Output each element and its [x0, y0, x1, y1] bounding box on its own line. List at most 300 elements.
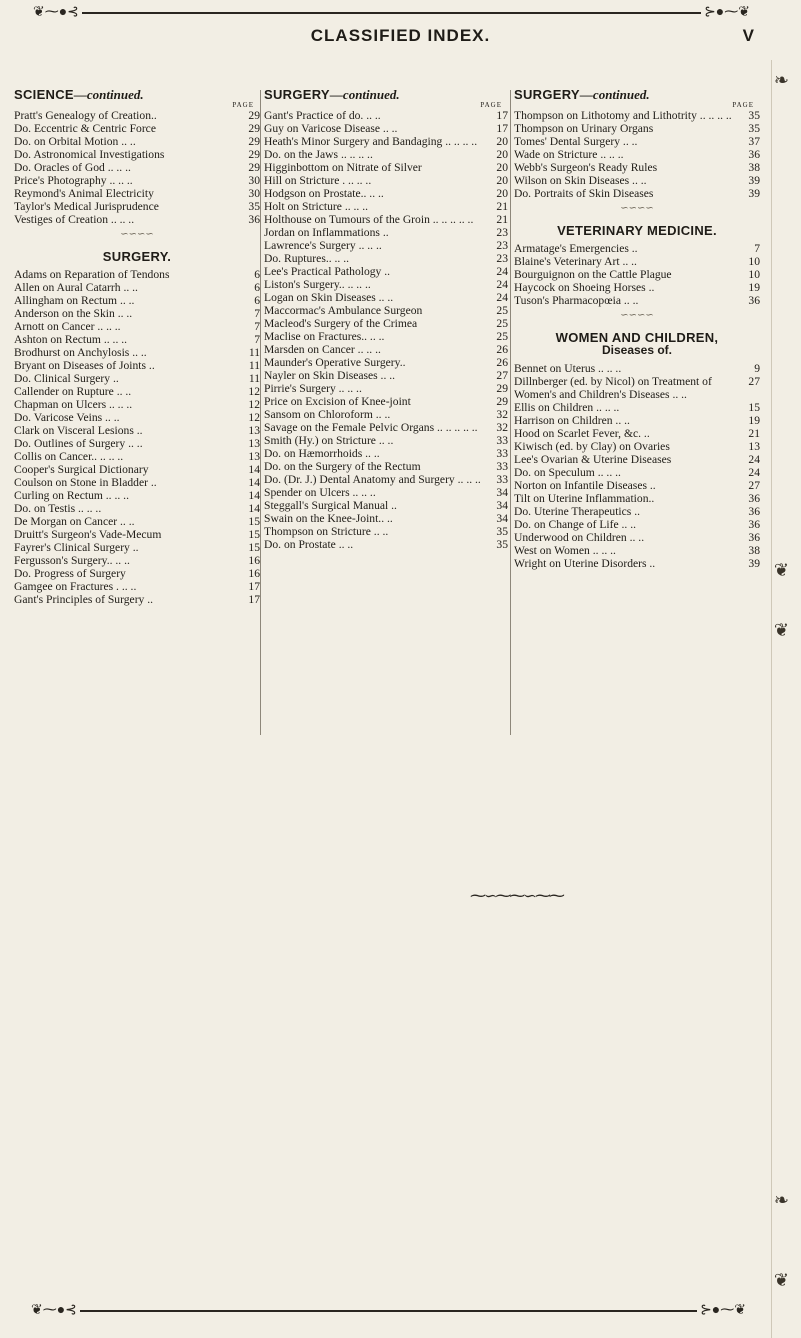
- entry-title: Bennet on Uterus .. .. ..: [514, 362, 622, 375]
- index-entry: [264, 252, 508, 265]
- index-entry: [14, 359, 260, 372]
- entry-title: Maunder's Operative Surgery..: [264, 356, 406, 369]
- page-column-label: PAGE: [232, 101, 254, 109]
- entry-title: Do. Portraits of Skin Diseases: [514, 187, 654, 200]
- index-entry: [264, 278, 508, 291]
- entry-page: 34: [496, 499, 508, 512]
- entry-page: 15: [248, 541, 260, 554]
- entry-page: 6: [254, 281, 260, 294]
- entry-page: 23: [496, 226, 508, 239]
- index-entry: [14, 320, 260, 333]
- entry-title: Heath's Minor Surgery and Bandaging .. .. .. ..: [264, 135, 478, 148]
- entry-title: Armatage's Emergencies ..: [514, 242, 638, 255]
- entry-page: 20: [496, 174, 508, 187]
- tailpiece-ornament-icon: ⁓∽⁓⁓∽⁓⁓: [470, 888, 563, 905]
- entry-page: 11: [248, 372, 260, 385]
- entry-page: 17: [496, 109, 508, 122]
- entry-title: Webb's Surgeon's Ready Rules: [514, 161, 658, 174]
- fleuron-ornament-icon: ❧: [773, 1190, 789, 1210]
- section-heading-text: SURGERY.: [102, 249, 172, 264]
- index-entry: [514, 427, 760, 440]
- section-heading-suffix: —continued.: [329, 87, 400, 102]
- entry-title: Taylor's Medical Jurisprudence: [14, 200, 159, 213]
- index-entry: [514, 479, 760, 492]
- entry-page: 24: [748, 453, 760, 466]
- index-entry: [264, 525, 508, 538]
- section-subheading: Diseases of.: [601, 343, 673, 357]
- entry-title: Cooper's Surgical Dictionary: [14, 463, 149, 476]
- entry-page: 17: [248, 593, 260, 606]
- entry-page: 33: [496, 447, 508, 460]
- entry-title: Underwood on Children .. ..: [514, 531, 645, 544]
- index-entry: [514, 518, 760, 531]
- entry-title: Hodgson on Prostate.. .. ..: [264, 187, 384, 200]
- index-entry: [514, 161, 760, 174]
- entry-page: 24: [748, 466, 760, 479]
- entry-page: 15: [748, 401, 760, 414]
- entry-title: Macleod's Surgery of the Crimea: [264, 317, 418, 330]
- entry-title: Lee's Ovarian & Uterine Diseases: [514, 453, 672, 466]
- index-entry: [14, 476, 260, 489]
- index-column-1: [14, 88, 260, 606]
- index-entry: [264, 538, 508, 551]
- index-entry: [264, 161, 508, 174]
- entry-page: 19: [748, 281, 760, 294]
- entry-page: 9: [754, 362, 760, 375]
- entry-title: Clark on Visceral Lesions ..: [14, 424, 143, 437]
- entry-page: 12: [248, 398, 260, 411]
- entry-page: 7: [754, 242, 760, 255]
- index-entry: [14, 122, 260, 135]
- entry-title: Maccormac's Ambulance Surgeon: [264, 304, 423, 317]
- entry-page: 25: [496, 330, 508, 343]
- index-entry: [514, 557, 760, 570]
- index-entry: [14, 346, 260, 359]
- entry-title: Do. on the Surgery of the Rectum: [264, 460, 421, 473]
- entry-title: Do. Ruptures.. .. ..: [264, 252, 350, 265]
- section-heading-suffix: —continued.: [73, 87, 144, 102]
- entry-title: De Morgan on Cancer .. ..: [14, 515, 135, 528]
- entry-title: Fergusson's Surgery.. .. ..: [14, 554, 130, 567]
- entry-title: Collis on Cancer.. .. .. ..: [14, 450, 124, 463]
- index-entry: [514, 174, 760, 187]
- entry-title: Blaine's Veterinary Art .. ..: [514, 255, 637, 268]
- entry-page: 29: [248, 148, 260, 161]
- entry-page: 7: [254, 320, 260, 333]
- entry-page: 19: [748, 414, 760, 427]
- entry-page: 21: [748, 427, 760, 440]
- entry-page: 20: [496, 161, 508, 174]
- entry-title: Curling on Rectum .. .. ..: [14, 489, 129, 502]
- entry-page: 23: [496, 252, 508, 265]
- index-entry: [264, 187, 508, 200]
- index-entry: [264, 148, 508, 161]
- page-column-label: PAGE: [480, 101, 502, 109]
- index-entry: [514, 255, 760, 268]
- entry-title: Guy on Varicose Disease .. ..: [264, 122, 398, 135]
- entry-title: Callender on Rupture .. ..: [14, 385, 132, 398]
- entry-title: Nayler on Skin Diseases .. ..: [264, 369, 396, 382]
- entry-title: Do. on Prostate .. ..: [264, 538, 354, 551]
- entry-page: 23: [496, 239, 508, 252]
- section-heading: [14, 250, 260, 263]
- index-entry: [14, 528, 260, 541]
- entry-title: Arnott on Cancer .. .. ..: [14, 320, 121, 333]
- entry-page: 24: [496, 291, 508, 304]
- entry-page: 6: [254, 294, 260, 307]
- entry-page: 13: [248, 450, 260, 463]
- entry-title: Do. Uterine Therapeutics ..: [514, 505, 640, 518]
- entry-page: 33: [496, 473, 508, 486]
- entry-title: Smith (Hy.) on Stricture .. ..: [264, 434, 394, 447]
- entry-title: Allingham on Rectum .. ..: [14, 294, 135, 307]
- entry-page: 33: [496, 460, 508, 473]
- index-entry: [514, 440, 760, 453]
- entry-page: 34: [496, 512, 508, 525]
- squiggle-divider-icon: ∽∽∽∽: [620, 310, 654, 321]
- index-entry: [14, 463, 260, 476]
- entry-page: 16: [248, 567, 260, 580]
- index-entry: [514, 414, 760, 427]
- entry-title: Wade on Stricture .. .. ..: [514, 148, 624, 161]
- index-entry: [264, 395, 508, 408]
- fleuron-ornament-icon: ⊱●⁓❦: [697, 1304, 749, 1318]
- entry-page: 29: [248, 161, 260, 174]
- section-heading: [514, 224, 760, 237]
- entry-page: 6: [254, 268, 260, 281]
- index-entry: [14, 541, 260, 554]
- page-title: CLASSIFIED INDEX.: [310, 26, 491, 45]
- entry-title: Savage on the Female Pelvic Organs .. .. .. .. ..: [264, 421, 478, 434]
- index-entry: [514, 362, 760, 375]
- index-entry: [14, 372, 260, 385]
- entry-page: 29: [248, 135, 260, 148]
- section-heading-text: SURGERY: [264, 87, 330, 102]
- fleuron-ornament-icon: ❦: [773, 560, 789, 580]
- entry-page: 24: [496, 265, 508, 278]
- index-entry: [14, 187, 260, 200]
- entry-title: Hill on Stricture . .. .. ..: [264, 174, 372, 187]
- index-entry: [14, 213, 260, 226]
- entry-page: 36: [248, 213, 260, 226]
- entry-title: Do. on Speculum .. .. ..: [514, 466, 621, 479]
- index-entry: [14, 515, 260, 528]
- index-entry: [514, 281, 760, 294]
- entry-title: Bryant on Diseases of Joints ..: [14, 359, 155, 372]
- entry-title: Druitt's Surgeon's Vade-Mecum: [14, 528, 162, 541]
- index-column-2: [264, 88, 508, 551]
- entry-page: 27: [748, 479, 760, 492]
- index-entry: [264, 135, 508, 148]
- fleuron-ornament-icon: ⊱●⁓❦: [701, 6, 753, 20]
- entry-title: Do. on Orbital Motion .. ..: [14, 135, 136, 148]
- entry-page: 11: [248, 359, 260, 372]
- entry-page: 15: [248, 528, 260, 541]
- section-heading-suffix: —continued.: [579, 87, 650, 102]
- index-entry: [264, 356, 508, 369]
- entry-page: 21: [496, 200, 508, 213]
- entry-page: 39: [748, 557, 760, 570]
- entry-title: Ashton on Rectum .. .. ..: [14, 333, 128, 346]
- entry-page: 38: [748, 161, 760, 174]
- entry-title: Dillnberger (ed. by Nicol) on Treatment of Women's and Children's Diseases .. ..: [514, 375, 712, 401]
- entry-title: Fayrer's Clinical Surgery ..: [14, 541, 139, 554]
- index-entry: [264, 499, 508, 512]
- index-entry: [514, 531, 760, 544]
- entry-title: Do. on Hæmorrhoids .. ..: [264, 447, 380, 460]
- index-entry: [514, 148, 760, 161]
- section-heading: [264, 88, 508, 101]
- entry-title: Ellis on Children .. .. ..: [514, 401, 620, 414]
- entry-page: 29: [496, 382, 508, 395]
- entry-page: 20: [496, 187, 508, 200]
- column-divider: [260, 90, 261, 735]
- entry-title: Logan on Skin Diseases .. ..: [264, 291, 394, 304]
- entry-title: Swain on the Knee-Joint.. ..: [264, 512, 393, 525]
- entry-title: Do. Progress of Surgery: [14, 567, 126, 580]
- entry-page: 25: [496, 317, 508, 330]
- index-entry: [14, 200, 260, 213]
- index-entry: [14, 268, 260, 281]
- index-entry: [514, 466, 760, 479]
- entry-title: Higginbottom on Nitrate of Silver: [264, 161, 422, 174]
- index-entry: [514, 401, 760, 414]
- index-entry: [264, 213, 508, 226]
- entry-page: 13: [248, 437, 260, 450]
- entry-page: 25: [496, 304, 508, 317]
- entry-page: 21: [496, 213, 508, 226]
- squiggle-divider-icon: ∽∽∽∽: [120, 229, 154, 240]
- entry-page: 29: [248, 122, 260, 135]
- entry-page: 24: [496, 278, 508, 291]
- entry-title: Price's Photography .. .. ..: [14, 174, 133, 187]
- entry-page: 30: [248, 187, 260, 200]
- entry-page: 35: [748, 109, 760, 122]
- page-number: V: [742, 26, 754, 45]
- entry-title: Holt on Stricture .. .. ..: [264, 200, 369, 213]
- entry-title: Allen on Aural Catarrh .. ..: [14, 281, 138, 294]
- entry-page: 36: [748, 148, 760, 161]
- index-entry: [14, 109, 260, 122]
- index-entry: [14, 411, 260, 424]
- entry-title: Vestiges of Creation .. .. ..: [14, 213, 135, 226]
- index-entry: [264, 174, 508, 187]
- entry-title: Steggall's Surgical Manual ..: [264, 499, 397, 512]
- entry-page: 34: [496, 486, 508, 499]
- index-entry: [514, 375, 760, 401]
- entry-page: 30: [248, 174, 260, 187]
- entry-title: Bourguignon on the Cattle Plague: [514, 268, 672, 281]
- entry-title: Price on Excision of Knee-joint: [264, 395, 411, 408]
- entry-page: 14: [248, 476, 260, 489]
- entry-title: Do. on Change of Life .. ..: [514, 518, 637, 531]
- section-heading-text: VETERINARY MEDICINE.: [557, 223, 717, 238]
- entry-title: Maclise on Fractures.. .. ..: [264, 330, 385, 343]
- index-entry: [14, 580, 260, 593]
- index-entry: [14, 593, 260, 606]
- index-entry: [264, 304, 508, 317]
- entry-title: Gant's Principles of Surgery ..: [14, 593, 154, 606]
- index-entry: [514, 294, 760, 307]
- index-entry: [514, 135, 760, 148]
- entry-title: Tomes' Dental Surgery .. ..: [514, 135, 638, 148]
- entry-title: Hood on Scarlet Fever, &c. ..: [514, 427, 650, 440]
- section-heading: [14, 88, 260, 101]
- entry-title: West on Women .. .. ..: [514, 544, 616, 557]
- section-heading: [514, 88, 760, 101]
- entry-page: 26: [496, 356, 508, 369]
- index-entry: [264, 434, 508, 447]
- entry-page: 29: [496, 395, 508, 408]
- fleuron-ornament-icon: ❧: [773, 70, 789, 90]
- entry-title: Harrison on Children .. ..: [514, 414, 630, 427]
- index-entry: [264, 330, 508, 343]
- entry-page: 35: [496, 538, 508, 551]
- index-entry: [14, 385, 260, 398]
- index-entry: [14, 437, 260, 450]
- entry-page: 35: [248, 200, 260, 213]
- entry-page: 20: [496, 148, 508, 161]
- index-entry: [264, 486, 508, 499]
- entry-title: Tilt on Uterine Inflammation..: [514, 492, 655, 505]
- index-entry: [264, 447, 508, 460]
- entry-title: Thompson on Urinary Organs: [514, 122, 654, 135]
- section-heading-text: SURGERY: [514, 87, 580, 102]
- index-entry: [514, 122, 760, 135]
- entry-page: 13: [748, 440, 760, 453]
- entry-title: Do. on Testis .. .. ..: [14, 502, 102, 515]
- entry-page: 10: [748, 268, 760, 281]
- entry-page: 35: [748, 122, 760, 135]
- index-entry: [14, 398, 260, 411]
- entry-page: 32: [496, 421, 508, 434]
- section-heading-text: SCIENCE: [14, 87, 74, 102]
- index-entry: [14, 161, 260, 174]
- index-entry: [14, 502, 260, 515]
- entry-page: 20: [496, 135, 508, 148]
- index-entry: [264, 109, 508, 122]
- entry-page: 35: [496, 525, 508, 538]
- index-entry: [264, 473, 508, 486]
- entry-title: Coulson on Stone in Bladder ..: [14, 476, 157, 489]
- index-entry: [514, 492, 760, 505]
- index-entry: [264, 239, 508, 252]
- entry-title: Holthouse on Tumours of the Groin .. .. .. .. ..: [264, 213, 474, 226]
- index-entry: [264, 200, 508, 213]
- index-entry: [14, 333, 260, 346]
- index-entry: [14, 148, 260, 161]
- entry-page: 26: [496, 343, 508, 356]
- fleuron-ornament-icon: ❦⁓●⊰: [28, 1304, 80, 1318]
- entry-page: 14: [248, 463, 260, 476]
- entry-title: Do. (Dr. J.) Dental Anatomy and Surgery .. .. ..: [264, 473, 481, 486]
- index-entry: [14, 281, 260, 294]
- index-entry: [264, 382, 508, 395]
- page-column-label: PAGE: [732, 101, 754, 109]
- entry-title: Do. Eccentric & Centric Force: [14, 122, 156, 135]
- entry-page: 38: [748, 544, 760, 557]
- entry-page: 12: [248, 385, 260, 398]
- entry-title: Sansom on Chloroform .. ..: [264, 408, 391, 421]
- entry-title: Wilson on Skin Diseases .. ..: [514, 174, 647, 187]
- index-entry: [14, 307, 260, 320]
- entry-page: 27: [748, 375, 760, 388]
- entry-page: 7: [254, 307, 260, 320]
- entry-title: Reymond's Animal Electricity: [14, 187, 154, 200]
- entry-title: Wright on Uterine Disorders ..: [514, 557, 656, 570]
- index-entry: [264, 226, 508, 239]
- entry-title: Anderson on the Skin .. ..: [14, 307, 133, 320]
- section-heading-text: WOMEN AND CHILDREN,: [555, 330, 719, 345]
- entry-page: 17: [496, 122, 508, 135]
- side-ornament-border: [771, 60, 787, 1338]
- index-entry: [14, 135, 260, 148]
- entry-title: Chapman on Ulcers .. .. ..: [14, 398, 133, 411]
- entry-title: Do. Oracles of God .. .. ..: [14, 161, 131, 174]
- squiggle-divider-icon: ∽∽∽∽: [620, 203, 654, 214]
- entry-page: 27: [496, 369, 508, 382]
- entry-title: Do. Clinical Surgery ..: [14, 372, 119, 385]
- fleuron-ornament-icon: ❦: [773, 620, 789, 640]
- entry-title: Pratt's Genealogy of Creation..: [14, 109, 157, 122]
- fleuron-ornament-icon: ❦⁓●⊰: [30, 6, 82, 20]
- entry-title: Do. Astronomical Investigations: [14, 148, 165, 161]
- entry-title: Gamgee on Fractures . .. ..: [14, 580, 137, 593]
- index-entry: [264, 512, 508, 525]
- entry-page: 14: [248, 502, 260, 515]
- index-entry: [264, 317, 508, 330]
- index-entry: [14, 489, 260, 502]
- entry-title: Jordan on Inflammations ..: [264, 226, 389, 239]
- index-entry: [264, 343, 508, 356]
- column-divider: [510, 90, 511, 735]
- entry-page: 29: [248, 109, 260, 122]
- entry-page: 37: [748, 135, 760, 148]
- entry-page: 15: [248, 515, 260, 528]
- index-entry: [14, 554, 260, 567]
- entry-title: Gant's Practice of do. .. ..: [264, 109, 381, 122]
- entry-title: Pirrie's Surgery .. .. ..: [264, 382, 362, 395]
- entry-page: 12: [248, 411, 260, 424]
- entry-title: Thompson on Lithotomy and Lithotrity .. .. .. ..: [514, 109, 732, 122]
- entry-page: 7: [254, 333, 260, 346]
- index-entry: [514, 544, 760, 557]
- entry-page: 36: [748, 531, 760, 544]
- header-rule: [40, 12, 746, 14]
- entry-page: 11: [248, 346, 260, 359]
- index-entry: [14, 450, 260, 463]
- index-entry: [514, 268, 760, 281]
- entry-page: 39: [748, 187, 760, 200]
- entry-title: Spender on Ulcers .. .. ..: [264, 486, 376, 499]
- index-entry: [264, 291, 508, 304]
- entry-title: Adams on Reparation of Tendons: [14, 268, 170, 281]
- entry-title: Do. on the Jaws .. .. .. ..: [264, 148, 373, 161]
- entry-title: Tuson's Pharmacopœia .. ..: [514, 294, 639, 307]
- entry-page: 36: [748, 518, 760, 531]
- entry-title: Kiwisch (ed. by Clay) on Ovaries: [514, 440, 670, 453]
- index-entry: [264, 369, 508, 382]
- index-entry: [514, 242, 760, 255]
- entry-page: 36: [748, 294, 760, 307]
- index-entry: [14, 424, 260, 437]
- entry-title: Lawrence's Surgery .. .. ..: [264, 239, 382, 252]
- entry-page: 17: [248, 580, 260, 593]
- entry-title: Brodhurst on Anchylosis .. ..: [14, 346, 147, 359]
- entry-title: Marsden on Cancer .. .. ..: [264, 343, 381, 356]
- index-column-3: [514, 88, 760, 570]
- entry-page: 13: [248, 424, 260, 437]
